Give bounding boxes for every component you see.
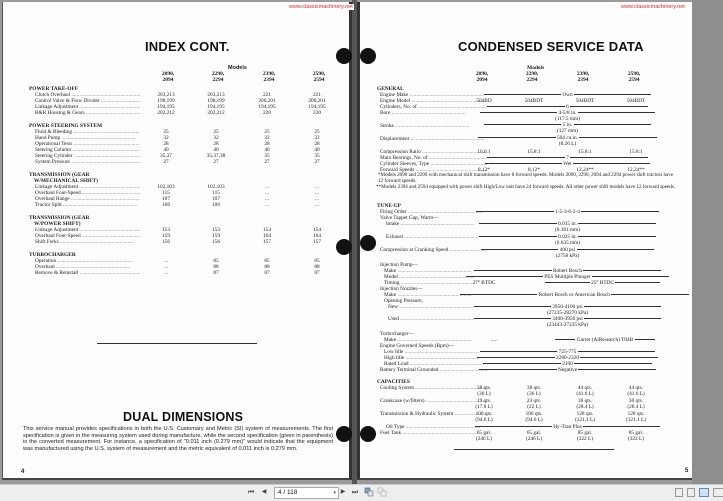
spec-value-all-models: Hy-Tran Plus xyxy=(460,424,675,430)
spec-value: 16.0:1 xyxy=(477,149,491,155)
spec-metric-value: (127 mm) xyxy=(556,128,579,134)
page-reference: 115 xyxy=(162,190,170,196)
spec-metric-value: (22 L) xyxy=(527,404,541,410)
page-reference: 157 xyxy=(263,239,271,245)
last-page-button[interactable]: ⏭ xyxy=(351,489,359,496)
binder-hole xyxy=(336,426,352,442)
page-reference: 28 xyxy=(163,141,169,147)
row-label: Control Valve & Flow Divider ..... xyxy=(35,98,140,104)
spec-value-all-models: 0.015 in. xyxy=(460,221,675,227)
page-reference: 200,201 xyxy=(308,98,326,104)
spec-label: Make ..... xyxy=(384,292,487,298)
spec-label: Main Bearings, No. of ..... xyxy=(380,155,487,161)
viewport-background xyxy=(692,0,723,484)
row-label: System Pressure ..... xyxy=(35,159,140,165)
page-title: INDEX CONT. xyxy=(145,39,230,54)
page-reference: 203,213 xyxy=(207,92,225,98)
page-reference: 35,37,38 xyxy=(206,153,226,159)
page-reference: 27 xyxy=(163,159,169,165)
spec-value: 85 gal. xyxy=(628,430,644,436)
spec-group-label: Turbocharger— xyxy=(380,331,414,337)
spec-metric-value: (322 L) xyxy=(576,436,594,442)
spec-group-label: Engine Governed Speeds (Rpm)— xyxy=(380,343,454,349)
page-reference: 154 xyxy=(313,227,321,233)
spec-value: 504BD xyxy=(476,98,492,104)
page-reference: 87 xyxy=(213,270,219,276)
spec-label: Compression at Cranking Speed ..... xyxy=(380,247,487,253)
spec-value-all-models: 3400-3950 psi xyxy=(460,316,675,322)
spec-label: Exhaust ..... xyxy=(386,234,487,240)
continuous-view-icon[interactable] xyxy=(687,488,695,497)
spec-label: Cylinder Sleeves, Type ..... xyxy=(380,161,487,167)
section-title: TRANSMISSION (GEAR xyxy=(29,215,90,221)
spec-metric-value: (94.6 L) xyxy=(475,417,493,423)
row-label: Linkage Adjustment ..... xyxy=(35,104,140,110)
page-reference: 32 xyxy=(314,135,320,141)
spec-metric-value: (27235-28270 kPa) xyxy=(546,310,589,316)
spec-label: Engine Make ..... xyxy=(380,92,487,98)
spec-label: Fuel Tank ..... xyxy=(380,430,487,436)
spec-value-all-models: 1-5-3-6-2-4 xyxy=(460,209,675,215)
page-reference: 164 xyxy=(263,233,271,239)
column-header-2590: 2590, 2594 xyxy=(627,71,641,83)
row-label: Overhaul Range ..... xyxy=(35,196,140,202)
page-reference: ... xyxy=(164,264,168,270)
page-reference: 27 xyxy=(213,159,219,165)
spec-value: 44 qts. xyxy=(628,385,644,391)
page-reference: 198,199 xyxy=(207,98,225,104)
spec-value-all-models: Robert Bosch or American Bosch xyxy=(460,292,675,298)
page-reference: 87 xyxy=(264,270,270,276)
spec-group-label: Opening Pressure, xyxy=(384,298,423,304)
spec-label: Cooling System ..... xyxy=(380,385,487,391)
page-reference: 106 xyxy=(212,202,220,208)
page-reference: 35,37 xyxy=(160,153,172,159)
spec-value: 8,12* xyxy=(478,167,490,173)
page-reference: 25 xyxy=(163,129,169,135)
spec-value: 38 qts. xyxy=(476,385,492,391)
spec-group-label: Injection Pump— xyxy=(380,262,418,268)
row-label: Shift Forks ..... xyxy=(35,239,140,245)
spec-value-all-models: PES Multiple Plunger xyxy=(460,274,675,280)
row-label: Linkage Adjustment ..... xyxy=(35,227,140,233)
copy-icon xyxy=(364,487,374,497)
page-reference: 194,195 xyxy=(308,104,326,110)
row-label: Remove & Reinstall ..... xyxy=(35,270,140,276)
section-title: TURBOCHARGER xyxy=(29,252,76,258)
spec-value: 65 gal. xyxy=(526,430,542,436)
spec-metric-value: (36 L) xyxy=(477,391,491,397)
spec-metric-value: (322 L) xyxy=(627,436,645,442)
spec-value: 100 qts. xyxy=(475,411,493,417)
spec-value: 100 qts. xyxy=(525,411,543,417)
spec-value-all-models: 6 xyxy=(460,104,675,110)
spec-value: 128 qts. xyxy=(627,411,645,417)
spec-value: 128 qts. xyxy=(576,411,594,417)
page-reference: 200,201 xyxy=(258,98,276,104)
page-reference: 156 xyxy=(162,239,170,245)
spec-metric-value: (17.8 L) xyxy=(475,404,493,410)
page-reference: 194,195 xyxy=(207,104,225,110)
spec-label: Rated Load ..... xyxy=(384,361,487,367)
spec-label: Make ..... xyxy=(384,337,487,343)
next-page-button[interactable]: ▶ xyxy=(340,489,346,495)
row-label: Steering Cylinder ..... xyxy=(35,153,140,159)
spec-label: Oil Type ..... xyxy=(386,424,487,430)
spec-value-all-models: 400 psi xyxy=(460,247,675,253)
spec-label: Stroke ..... xyxy=(380,123,487,129)
page-reference: 198,199 xyxy=(157,98,175,104)
page-reference: ... xyxy=(265,190,269,196)
page-reference: 27 xyxy=(314,159,320,165)
spec-value-other-models: Garret (AiResearch) T04B xyxy=(535,337,675,343)
page-reference: 202,212 xyxy=(207,110,225,116)
page-reference: ... xyxy=(315,184,319,190)
models-label: Models xyxy=(527,65,545,71)
binder-hole xyxy=(360,235,376,251)
spec-label: Used ..... xyxy=(388,316,487,322)
page-reference: 164 xyxy=(313,233,321,239)
spec-value: 8,12* xyxy=(528,167,540,173)
spec-value: 30 qts. xyxy=(628,398,644,404)
binder-hole xyxy=(336,239,352,255)
divider xyxy=(454,449,614,450)
spec-metric-value: (2758 kPa) xyxy=(555,253,580,259)
page-reference: 157 xyxy=(313,239,321,245)
divider xyxy=(97,343,257,344)
page-reference: 32 xyxy=(213,135,219,141)
page-reference: 40 xyxy=(264,147,270,153)
page-4 xyxy=(2,2,352,480)
spec-label: Compression Ratio ..... xyxy=(380,149,487,155)
spec-value-all-models: 3950-4100 psi xyxy=(460,304,675,310)
spec-label: Cylinders, No. of ..... xyxy=(380,104,487,110)
row-label: Clutch Overhaul ..... xyxy=(35,92,140,98)
spec-value: 23 qts. xyxy=(526,398,542,404)
page-reference: 107 xyxy=(162,196,170,202)
spec-value-all-models: Own xyxy=(460,92,675,98)
spec-value-all-models: 504 cu.in. xyxy=(460,135,675,141)
page-reference: ... xyxy=(315,196,319,202)
row-label: Linkage Adjustment ..... xyxy=(35,184,140,190)
binder-hole xyxy=(360,426,376,442)
spec-value: 44 qts. xyxy=(577,385,593,391)
row-label: Hand Pump ..... xyxy=(35,135,140,141)
footnote: *Models 2090 and 2290 with mechanical shift transmission have 8 forward speeds. Models 2090, 2290, 2094 and 2294 power shift tractors have 12 forward speeds. xyxy=(378,172,674,184)
page-reference: 153 xyxy=(162,227,170,233)
page-reference: 88 xyxy=(213,264,219,270)
spec-value: 27° BTDC xyxy=(472,280,496,286)
row-label: Overhaul ..... xyxy=(35,264,140,270)
spec-value-all-models: 4-5/8 in. xyxy=(460,110,675,116)
spec-metric-value: (246 L) xyxy=(525,436,543,442)
section-subtitle: W/MECHANICAL SHIFT) xyxy=(34,178,98,184)
paste-page-button[interactable] xyxy=(376,487,387,498)
page-reference: ... xyxy=(265,202,269,208)
spec-metric-value: (117.5 mm) xyxy=(555,116,580,122)
page-reference: 221 xyxy=(313,92,321,98)
watermark: www.classicmachinery.net xyxy=(289,4,353,10)
spec-value-all-models: 2100 xyxy=(460,361,675,367)
page-reference: 25 xyxy=(213,129,219,135)
row-label: Overhaul Four-Speed ..... xyxy=(35,190,140,196)
spec-value: 504BDT xyxy=(575,98,595,104)
spec-metric-value: (23443-27235 kPa) xyxy=(546,322,589,328)
spec-value: 504BDT xyxy=(626,98,646,104)
spec-label: New ..... xyxy=(388,304,487,310)
spec-value: 504BDT xyxy=(524,98,544,104)
spec-metric-value: (94.6 L) xyxy=(525,417,543,423)
section-title: TUNE-UP xyxy=(377,203,401,209)
page-reference: 156 xyxy=(212,239,220,245)
row-label: Steering Column ..... xyxy=(35,147,140,153)
page-reference: 28 xyxy=(264,141,270,147)
column-header-2290: 2290, 2294 xyxy=(525,71,539,83)
spec-value: ..... xyxy=(490,337,498,343)
column-header-2090: 2090, 2094 xyxy=(161,71,175,83)
page-reference: 40 xyxy=(213,147,219,153)
spec-value: 65 gal. xyxy=(476,430,492,436)
page-reference: 88 xyxy=(314,264,320,270)
page-reference: 85 xyxy=(213,258,219,264)
section-title: POWER TAKE-OFF xyxy=(29,86,79,92)
page-indicator: 4 / 118 xyxy=(278,489,298,496)
page-reference: 32 xyxy=(264,135,270,141)
spec-value: 12,24** xyxy=(576,167,594,173)
spec-group-label: Injection Nozzles— xyxy=(380,286,423,292)
spec-value: 38 qts. xyxy=(526,385,542,391)
spec-label: Battery Terminal Grounded ..... xyxy=(380,367,487,373)
dual-dimensions-title: DUAL DIMENSIONS xyxy=(123,410,244,424)
spec-metric-value: (0.635 mm) xyxy=(554,240,580,246)
page-reference: 153 xyxy=(212,227,220,233)
page-reference: 194,195 xyxy=(258,104,276,110)
footnote: **Models 2394 and 2594 equipped with power shift High/Low unit have 24 forward speeds. All other power shift models have 12 forward speeds. xyxy=(376,184,676,190)
two-page-view-icon[interactable] xyxy=(699,488,709,497)
page-reference: 154 xyxy=(263,227,271,233)
spec-label: High Idle ..... xyxy=(384,355,487,361)
page-title: CONDENSED SERVICE DATA xyxy=(458,39,644,54)
section-subtitle: W/POWER SHIFT) xyxy=(34,221,81,227)
spec-value-all-models: 7 xyxy=(460,155,675,161)
row-label: Fluid & Bleeding ..... xyxy=(35,129,140,135)
spec-value-all-models: 2280-2320 xyxy=(460,355,675,361)
page-reference: 25 xyxy=(314,129,320,135)
spec-value: 15.8:1 xyxy=(578,149,592,155)
page-reference: ... xyxy=(315,202,319,208)
spec-value: 30 qts. xyxy=(577,398,593,404)
section-title: CAPACITIES xyxy=(377,379,410,385)
page-reference: 106 xyxy=(162,202,170,208)
section-title: TRANSMISSION (GEAR xyxy=(29,172,90,178)
section-title: POWER STEERING SYSTEM xyxy=(29,123,103,129)
row-label: Overhaul Four-Speed ..... xyxy=(35,233,140,239)
spec-value: 85 gal. xyxy=(577,430,593,436)
spec-metric-value: (28.4 L) xyxy=(627,404,645,410)
spec-value-all-models: Wet xyxy=(460,161,675,167)
row-label: Operational Tests ..... xyxy=(35,141,140,147)
spec-value: 15.8:1 xyxy=(527,149,541,155)
spec-metric-value: (36 L) xyxy=(527,391,541,397)
spec-label: Firing Order ..... xyxy=(380,209,487,215)
spec-value-all-models: 5 in. xyxy=(460,122,675,128)
page-number: 4 xyxy=(21,469,25,475)
spec-label: Displacement ..... xyxy=(380,136,487,142)
page-reference: 28 xyxy=(213,141,219,147)
page-reference: ... xyxy=(315,190,319,196)
page-number: 5 xyxy=(685,468,689,474)
spec-value-all-models: 0.025 in. xyxy=(460,234,675,240)
spec-value: 12,24** xyxy=(627,167,645,173)
spec-label: Crankcase (w/filters) ..... xyxy=(380,398,487,404)
page-reference: 85 xyxy=(314,258,320,264)
spec-label: Make ..... xyxy=(384,268,487,274)
spec-value-all-models: Robert Bosch xyxy=(460,268,675,274)
spec-metric-value: (121.1 L) xyxy=(625,417,646,423)
spec-value-other-models: 25° BTDC xyxy=(530,280,675,286)
page-reference: 35 xyxy=(314,153,320,159)
section-title: GENERAL xyxy=(377,86,404,92)
page-reference: 203,213 xyxy=(157,92,175,98)
page-reference: 194,195 xyxy=(157,104,175,110)
page-reference: 32 xyxy=(163,135,169,141)
page-reference: 28 xyxy=(314,141,320,147)
spec-metric-value: (246 L) xyxy=(475,436,493,442)
page-reference: 27 xyxy=(264,159,270,165)
column-header-2090: 2090, 2094 xyxy=(475,71,489,83)
page-reference: 35 xyxy=(264,153,270,159)
spec-value: 19 qts. xyxy=(476,398,492,404)
spec-metric-value: (0.381 mm) xyxy=(554,227,580,233)
spec-label: Timing ..... xyxy=(384,280,487,286)
page-reference: 102,103 xyxy=(207,184,225,190)
column-header-2590: 2590, 2594 xyxy=(312,71,326,83)
column-header-2390: 2390, 2394 xyxy=(262,71,276,83)
spec-label: Low Idle ..... xyxy=(384,349,487,355)
single-page-view-icon[interactable] xyxy=(675,488,683,497)
copy-page-button[interactable] xyxy=(363,487,374,498)
spec-value-all-models: Negative xyxy=(460,367,675,373)
spec-label: Bore ..... xyxy=(380,110,487,116)
page-reference: 40 xyxy=(163,147,169,153)
row-label: B&R Housing & Gears ..... xyxy=(35,110,140,116)
page-reference: 220 xyxy=(263,110,271,116)
page-reference: 202,212 xyxy=(157,110,175,116)
previous-page-button[interactable]: ◀ xyxy=(261,489,267,495)
binder-hole xyxy=(336,48,352,64)
page-reference: 85 xyxy=(264,258,270,264)
page-reference: ... xyxy=(164,270,168,276)
spec-value-all-models: 725-775 xyxy=(460,349,675,355)
row-label: Operation ..... xyxy=(35,258,140,264)
page-number-input[interactable] xyxy=(274,487,339,499)
page-reference: 88 xyxy=(264,264,270,270)
page-reference: 87 xyxy=(314,270,320,276)
spec-label: Forward Speeds ..... xyxy=(380,167,487,173)
page-reference: 25 xyxy=(264,129,270,135)
page-reference: ... xyxy=(265,196,269,202)
spec-label: Intake ..... xyxy=(386,221,487,227)
column-header-2290: 2290, 2294 xyxy=(211,71,225,83)
spec-label: Transmission & Hydraulic System ..... xyxy=(380,411,487,417)
page-reference: 159 xyxy=(212,233,220,239)
spec-group-label: Valve Tappet Gap, Warm— xyxy=(380,215,439,221)
spec-metric-value: (41.6 L) xyxy=(576,391,594,397)
page-reference: 107 xyxy=(212,196,220,202)
binder-hole xyxy=(360,48,376,64)
page-reference: ... xyxy=(265,184,269,190)
dual-dimensions-text: This service manual provides specifications in both the U.S. Customary and Metric (SI) system of measurements. The first specification is given in the measuring system used during manufacture, while the second specification (given in parenthesis) is the converted measurement. For instance, a specification of "0.011 inch (0.279 mm)" would indicate that the equipment was manufactured using the U.S. system of measurement and the metric equivalent of 0.011 inch is 0.279 mm. xyxy=(23,426,333,452)
spec-metric-value: (121.1 L) xyxy=(574,417,595,423)
page-reference: 115 xyxy=(212,190,220,196)
spec-metric-value: (28.4 L) xyxy=(576,404,594,410)
spec-metric-value: (8.26 L) xyxy=(558,141,577,147)
row-label: Tractor Split ..... xyxy=(35,202,140,208)
page-reference: 221 xyxy=(263,92,271,98)
two-page-continuous-view-icon[interactable] xyxy=(713,488,723,497)
models-label: Models xyxy=(228,65,247,71)
first-page-button[interactable]: ⏮ xyxy=(247,489,255,496)
page-reference: ... xyxy=(164,258,168,264)
chevron-down-icon[interactable]: ▾ xyxy=(333,490,336,496)
spec-label: Engine Model ..... xyxy=(380,98,487,104)
pdf-toolbar xyxy=(0,484,723,501)
document-icon xyxy=(377,487,387,497)
page-reference: 40 xyxy=(314,147,320,153)
watermark: www.classicmachinery.net xyxy=(621,4,685,10)
column-header-2390: 2390, 2394 xyxy=(576,71,590,83)
page-reference: 102,103 xyxy=(157,184,175,190)
spec-metric-value: (41.6 L) xyxy=(627,391,645,397)
spec-value: 15.8:1 xyxy=(629,149,643,155)
page-5 xyxy=(357,2,692,480)
page-reference: 220 xyxy=(313,110,321,116)
spec-label: Model ..... xyxy=(384,274,487,280)
page-reference: 159 xyxy=(162,233,170,239)
